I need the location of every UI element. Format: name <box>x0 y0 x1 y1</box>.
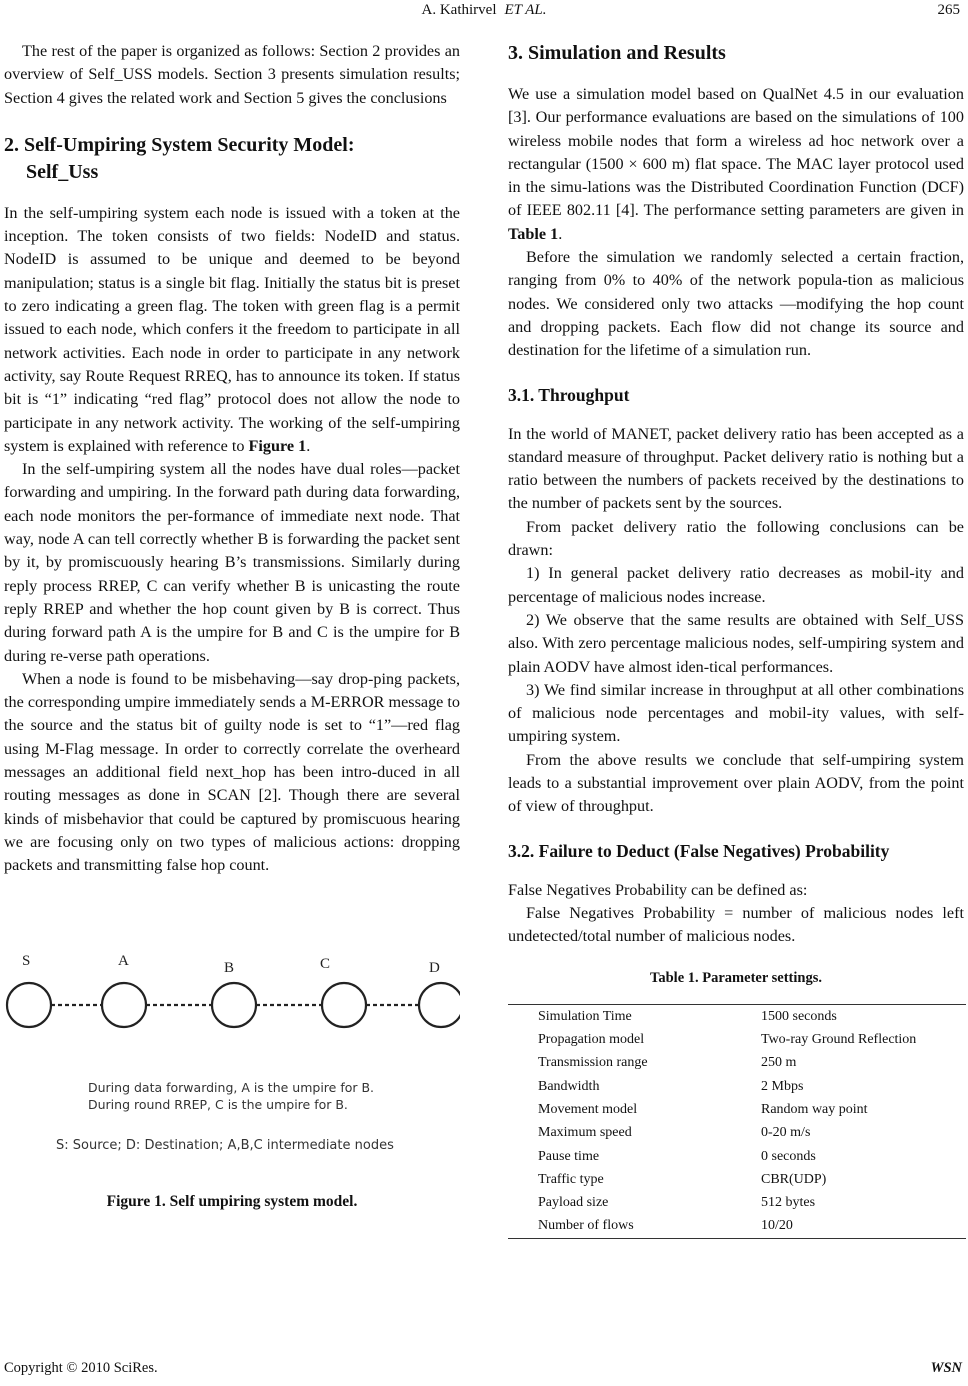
para1-text: In the self-umpiring system each node is issued with a token at the inception. The token consists of two fields: NodeID and status. NodeID is assumed to be unique and deemed to be beyond manipulation; status is a single bit flag. Initially the status bit is preset to zero indicating a green flag. The token with green flag is a permit issued to each node, which confers it the freedom to participate in all network activities. Each node in order to participate in any network activity, say Route Request RREQ, has to announce its token. If status bit is “1” indicating “red flag” protocol does not allow the node to participate in any network activity. The working of the self-umpiring system is explained with reference to <box>4 203 460 455</box>
throughput-point-2: 2) We observe that the same results are obtained with Self_USS also. With zero percentage malicious nodes, self-umpiring system and plain AODV have almost iden-tical performances. <box>508 610 964 676</box>
s3-para1-text: We use a simulation model based on QualNet 4.5 in our evaluation [3]. Our performance evaluations are based on the simulations of 100 wireless mobile nodes that form a wireless ad hoc network over a rectangular (1500 × 600 m) flat space. The MAC layer protocol used in the simu-lations was the Distributed Coordination Function (DCF) of IEEE 802.11 [4]. The performance setting parameters are given in <box>508 85 964 220</box>
parameter-name: Bandwidth <box>538 1078 600 1094</box>
table-row <box>508 1121 966 1144</box>
table-row <box>508 1191 966 1214</box>
parameter-value: 0-20 m/s <box>761 1125 811 1141</box>
parameter-name: Payload size <box>538 1195 609 1211</box>
figure-1 <box>4 898 460 1188</box>
self-umpiring-diagram <box>4 898 460 1128</box>
table-caption: Table 1. Parameter settings. <box>650 969 822 986</box>
parameter-name: Simulation Time <box>508 1004 761 1028</box>
figure-note-1: During data forwarding, A is the umpire for B. <box>88 1079 375 1095</box>
figure-caption: Figure 1. Self umpiring system model. <box>106 1192 358 1210</box>
section2-paragraph-1 <box>4 202 460 458</box>
false-negatives-definition: False Negatives Probability can be defined as: <box>508 880 808 899</box>
parameter-value: 512 bytes <box>761 1195 816 1211</box>
throughput-point-1: 1) In general packet delivery ratio decreases as mobil-ity and percentage of malicious nodes increase. <box>508 564 964 606</box>
right-column <box>508 40 964 1239</box>
section3-title: 3. Simulation and Results <box>508 42 726 64</box>
node-label-b: B <box>224 959 235 976</box>
parameter-name: Propagation model <box>538 1032 645 1048</box>
parameter-name: Movement model <box>538 1101 638 1117</box>
node-s <box>7 983 51 1027</box>
parameter-value: CBR(UDP) <box>761 1171 827 1187</box>
node-label-d: D <box>429 959 440 976</box>
parameter-value: 2 Mbps <box>761 1078 804 1094</box>
journal-name: WSN <box>930 1360 962 1376</box>
table-row <box>508 1098 966 1121</box>
parameter-value: 0 seconds <box>761 1148 816 1164</box>
subsection-31-title: 3.1. Throughput <box>508 384 630 405</box>
intro-paragraph: The rest of the paper is organized as follows: Section 2 provides an overview of Self_USS models. Section 3 presents simulation results; Section 4 gives the related work and Section 5 gives the conclusions <box>4 42 460 107</box>
parameter-name: Traffic type <box>538 1171 604 1187</box>
subsection-32-title: 3.2. Failure to Deduct (False Negatives) Probability <box>508 840 890 861</box>
table-row <box>508 1051 966 1074</box>
page-number: 265 <box>937 2 960 18</box>
node-label-c: C <box>320 955 331 972</box>
section2-title-line2: Self_Uss <box>26 160 99 183</box>
node-a <box>102 983 146 1027</box>
table-row <box>508 1004 966 1028</box>
section3-paragraph-1 <box>508 83 964 246</box>
table-row <box>508 1145 966 1168</box>
throughput-paragraph-1: In the world of MANET, packet delivery ratio has been accepted as a standard measure of throughput. Packet delivery ratio is nothing but a ratio between the numbers of packets received by the destinations to the number of packets sent by the sources. <box>508 424 964 513</box>
para1-end: . <box>306 436 311 455</box>
false-negatives-formula: False Negatives Probability = number of malicious nodes left undetected/total number of malicious nodes. <box>508 903 964 946</box>
left-column <box>4 40 460 1213</box>
parameter-value: 250 m <box>761 1055 797 1071</box>
node-label-s: S <box>22 952 31 969</box>
figure-legend: S: Source; D: Destination; A,B,C intermediate nodes <box>56 1137 394 1153</box>
table-row <box>508 1028 966 1051</box>
table-ref: Table 1 <box>508 224 559 243</box>
node-label-a: A <box>118 952 129 969</box>
parameter-name: Maximum speed <box>538 1125 632 1141</box>
s3-para1-end: . <box>558 224 563 243</box>
node-d <box>419 983 460 1027</box>
header-etal: ET AL. <box>504 2 547 18</box>
figure-ref: Figure 1 <box>248 436 307 455</box>
section2-paragraph-3: When a node is found to be misbehaving—say drop-ping packets, the corresponding umpire immediately sends a M-ERROR message to the source and the status bit of guilty node is set to “1”—red flag using M-Flag message. In order to correctly correlate the overheard messages an additional field next_hop has been intro-duced in all routing messages as done in SCAN [2]. Though there are several kinds of misbehavior that could be captured by promiscuous hearing we are focusing only on two types of malicious actions: dropping packets and transmitting false hop count. <box>4 669 460 875</box>
throughput-conclusion: From the above results we conclude that self-umpiring system leads to a substantial improvement over plain AODV, from the point of view of throughput. <box>508 750 964 816</box>
parameter-value: 1500 seconds <box>761 1004 966 1028</box>
parameter-value: 10/20 <box>761 1214 966 1238</box>
section2-title-line1: 2. Self-Umpiring System Security Model: <box>4 133 355 156</box>
header-authors: A. Kathirvel <box>421 2 497 18</box>
parameter-table <box>508 1004 966 1239</box>
section2-paragraph-2: In the self-umpiring system all the nodes have dual roles—packet forwarding and umpiring. In the forward path during data forwarding, each node monitors the per-formance of immediate next node. That way, node A can tell correctly whether B is forwarding the packet sent by it, by promiscuously hearing B’s transmissions. Similarly during reply process RREP, C can verify whether B is unicasting the route reply RREP and whether the hop count given by B is correct. Thus during forward path A is the umpire for B and C is the umpire for B during re-verse path operations. <box>4 460 460 665</box>
figure-note-2: During round RREP, C is the umpire for B. <box>88 1096 348 1112</box>
parameter-value: Two-ray Ground Reflection <box>761 1032 917 1048</box>
throughput-point-3: 3) We find similar increase in throughput at all other combinations of malicious node percentages and mobil-ity values, with self-umpiring system. <box>508 680 964 746</box>
parameter-name: Pause time <box>538 1148 600 1164</box>
node-c <box>322 983 366 1027</box>
table-row <box>508 1075 966 1098</box>
node-b <box>212 983 256 1027</box>
parameter-name: Transmission range <box>538 1055 648 1071</box>
parameter-name: Number of flows <box>508 1214 761 1238</box>
table-row <box>508 1214 966 1238</box>
section3-paragraph-2: Before the simulation we randomly selected a certain fraction, ranging from 0% to 40% of the network popula-tion as malicious nodes. We considered only two attacks —modifying the hop count and dropping packets. Each flow did not change its source and destination for the lifetime of a simulation run. <box>508 248 964 360</box>
running-head <box>0 2 968 19</box>
parameter-value: Random way point <box>761 1101 868 1117</box>
copyright: Copyright © 2010 SciRes. <box>4 1360 158 1376</box>
throughput-paragraph-2: From packet delivery ratio the following conclusions can be drawn: <box>508 517 964 560</box>
table-row <box>508 1168 966 1191</box>
page-header <box>0 0 968 24</box>
